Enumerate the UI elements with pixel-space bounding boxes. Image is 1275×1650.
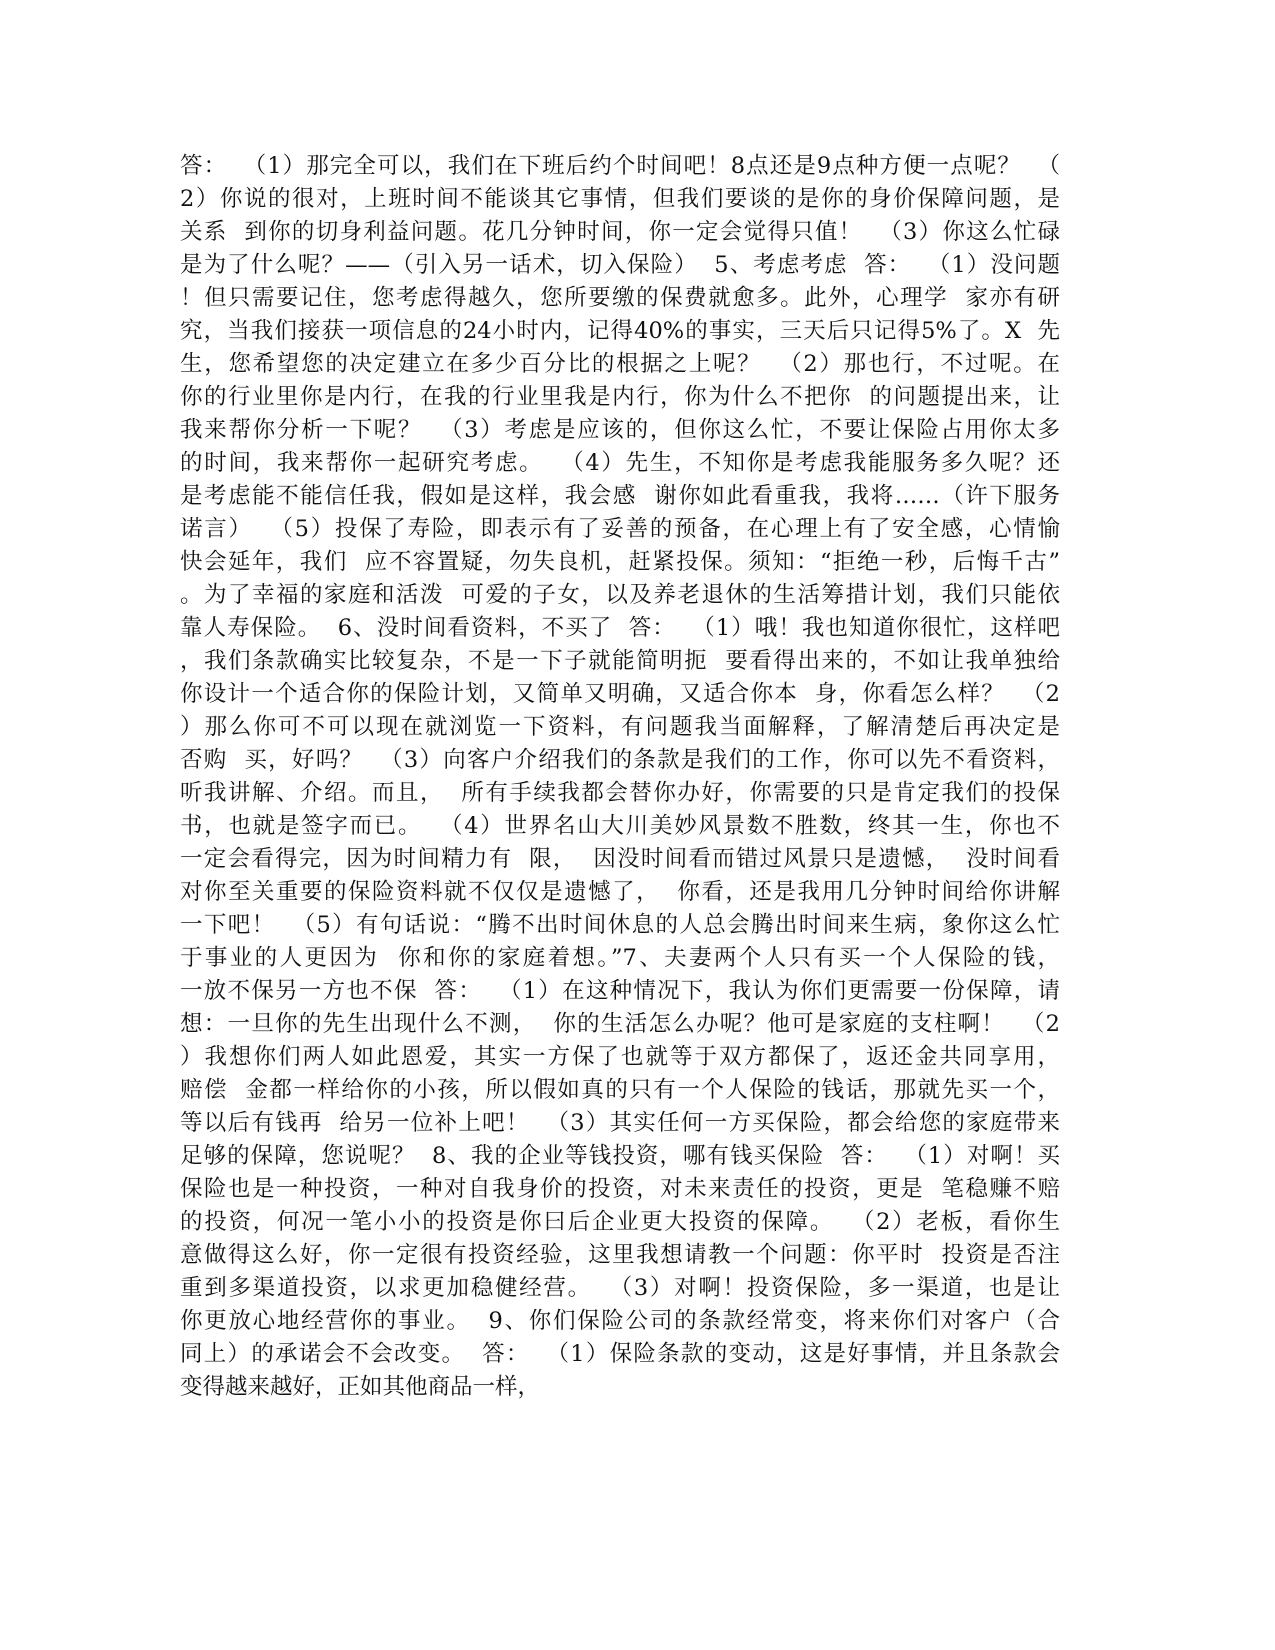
text-line: 生，您希望您的决定建立在多少百分比的根据之上呢？ （2）那也行，不过呢。在 (180, 351, 1060, 377)
body-text (180, 150, 1060, 1404)
text-line: 变得越来越好，正如其他商品一样， (180, 1374, 541, 1400)
text-line: 的时间，我来帮你一起研究考虑。 （4）先生，不知你是考虑我能服务多久呢？还 (180, 450, 1060, 476)
text-line: 关系 到你的切身利益问题。花几分钟时间，你一定会觉得只值！ （3）你这么忙碌 (180, 219, 1060, 245)
text-line: ，我们条款确实比较复杂，不是一下子就能简明扼 要看得出来的，不如让我单独给 (180, 648, 1060, 674)
text-line: 听我讲解、介绍。而且， 所有手续我都会替你办好，你需要的只是肯定我们的投保 (180, 780, 1060, 806)
text-line: 你更放心地经营你的事业。 9、你们保险公司的条款经常变，将来你们对客户（合 (180, 1308, 1060, 1334)
text-line: 一放不保另一方也不保 答： （1）在这种情况下，我认为你们更需要一份保障，请 (180, 978, 1060, 1004)
text-line: 答： （1）那完全可以，我们在下班后约个时间吧！8点还是9点种方便一点呢？ （ (180, 153, 1060, 179)
text-line: 否购 买，好吗？ （3）向客户介绍我们的条款是我们的工作，你可以先不看资料， (180, 747, 1060, 773)
text-line: 对你至关重要的保险资料就不仅仅是遗憾了， 你看，还是我用几分钟时间给你讲解 (180, 879, 1060, 905)
text-line: 赔偿 金都一样给你的小孩，所以假如真的只有一个人保险的钱话，那就先买一个， (180, 1077, 1060, 1103)
text-line: 的投资，何况一笔小小的投资是你曰后企业更大投资的保障。 （2）老板，看你生 (180, 1209, 1060, 1235)
text-line: 究，当我们接获一项信息的24小时内，记得40%的事实，三天后只记得5%了。X 先 (180, 318, 1060, 344)
text-line: ）那么你可不可以现在就浏览一下资料，有问题我当面解释，了解清楚后再决定是 (180, 714, 1060, 740)
text-line: 靠人寿保险。 6、没时间看资料，不买了 答： （1）哦！我也知道你很忙，这样吧 (180, 615, 1060, 641)
text-line: 保险也是一种投资，一种对自我身价的投资，对未来责任的投资，更是 笔稳赚不赔 (180, 1176, 1060, 1202)
text-line: 等以后有钱再 给另一位补上吧！ （3）其实任何一方买保险，都会给您的家庭带来 (180, 1110, 1060, 1136)
text-line: 快会延年，我们 应不容置疑，勿失良机，赶紧投保。须知：“拒绝一秒，后悔千古” (180, 549, 1060, 575)
text-line: ！但只需要记住，您考虑得越久，您所要缴的保费就愈多。此外，心理学 家亦有研 (180, 285, 1060, 311)
text-line: 2）你说的很对，上班时间不能谈其它事情，但我们要谈的是你的身价保障问题，是 (180, 186, 1060, 212)
text-line: ）我想你们两人如此恩爱，其实一方保了也就等于双方都保了，返还金共同享用， (180, 1044, 1060, 1070)
text-line: 同上）的承诺会不会改变。 答： （1）保险条款的变动，这是好事情，并且条款会 (180, 1341, 1060, 1367)
text-line: 是为了什么呢？——（引入另一话术，切入保险） 5、考虑考虑 答： （1）没问题 (180, 252, 1060, 278)
text-line: 足够的保障，您说呢？ 8、我的企业等钱投资，哪有钱买保险 答： （1）对啊！买 (180, 1143, 1060, 1169)
text-line: 意做得这么好，你一定很有投资经验，这里我想请教一个问题：你平时 投资是否注 (180, 1242, 1060, 1268)
text-line: 想：一旦你的先生出现什么不测， 你的生活怎么办呢？他可是家庭的支柱啊！ （2 (180, 1011, 1060, 1037)
text-line: 书，也就是签字而已。 （4）世界名山大川美妙风景数不胜数，终其一生，你也不 (180, 813, 1060, 839)
text-line: 你设计一个适合你的保险计划，又简单又明确，又适合你本 身，你看怎么样？ （2 (180, 681, 1060, 707)
text-line: 我来帮你分析一下呢？ （3）考虑是应该的，但你这么忙，不要让保险占用你太多 (180, 417, 1060, 443)
text-line: 重到多渠道投资，以求更加稳健经营。 （3）对啊！投资保险，多一渠道，也是让 (180, 1275, 1060, 1301)
text-line: 于事业的人更因为 你和你的家庭着想。”7、夫妻两个人只有买一个人保险的钱， (180, 945, 1060, 971)
text-line: 。为了幸福的家庭和活泼 可爱的子女，以及养老退休的生活筹措计划，我们只能依 (180, 582, 1060, 608)
text-line: 一定会看得完，因为时间精力有 限， 因没时间看而错过风景只是遗憾， 没时间看 (180, 846, 1060, 872)
text-line: 是考虑能不能信任我，假如是这样，我会感 谢你如此看重我，我将……（许下服务 (180, 483, 1060, 509)
text-line: 一下吧！ （5）有句话说：“腾不出时间休息的人总会腾出时间来生病，象你这么忙 (180, 912, 1060, 938)
text-line: 你的行业里你是内行，在我的行业里我是内行，你为什么不把你 的问题提出来，让 (180, 384, 1060, 410)
text-line: 诺言） （5）投保了寿险，即表示有了妥善的预备，在心理上有了安全感，心情愉 (180, 516, 1060, 542)
